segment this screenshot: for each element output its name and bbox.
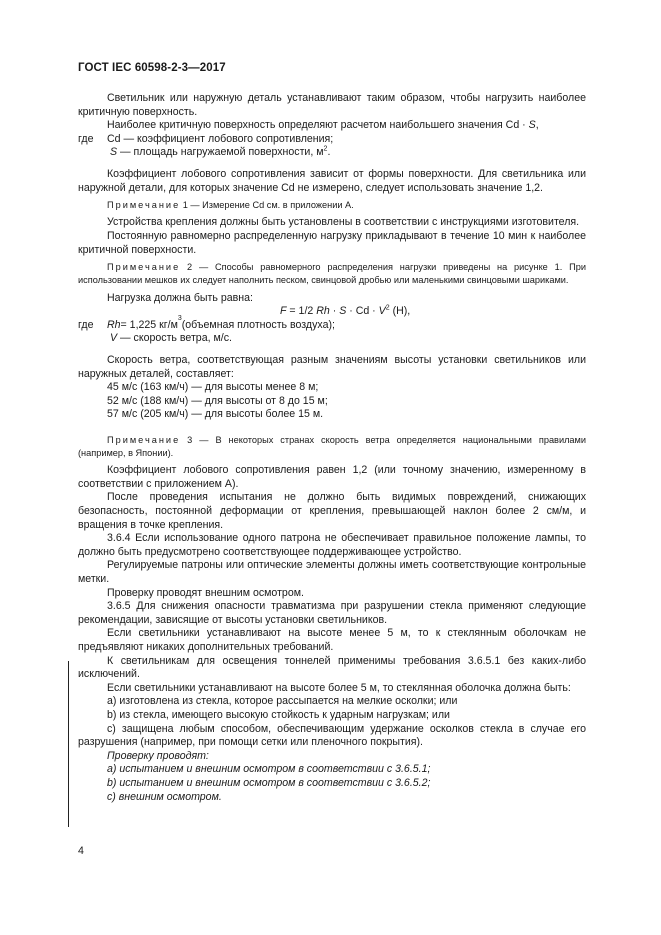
check-item: b) испытанием и внешним осмотром в соответствии с 3.6.5.2;: [107, 776, 431, 789]
list-item: 45 м/с (163 км/ч) — для высоты менее 8 м;: [107, 381, 319, 394]
paragraph: Коэффициент лобового сопротивления равен 1,2 (или точному значению, измеренному в соответствии с приложением А).: [78, 464, 586, 490]
where-clause: S — площадь нагружаемой поверхности, $м^2$.: [110, 145, 331, 159]
paragraph: Светильник или наружную деталь устанавливают таким образом, чтобы нагрузить наиболее критичную поверхность.: [78, 92, 586, 118]
document-body: [78, 92, 586, 804]
paragraph: К светильникам для освещения тоннелей применимы требования 3.6.5.1 без каких-либо исключений.: [78, 654, 586, 681]
paragraph: Наиболее критичную поверхность определяют расчетом наибольшего значения Cd · S,: [107, 119, 539, 132]
paragraph: 3.6.5 Для снижения опасности травматизма при разрушении стекла применяют следующие рекомендации, зависящие от высоты установки светильников.: [78, 600, 586, 626]
check-item: а) испытанием и внешним осмотром в соответствии с 3.6.5.1;: [107, 763, 431, 776]
list-item: 52 м/с (188 км/ч) — для высоты от 8 до 15 м;: [107, 394, 328, 407]
list-item: а) изготовлена из стекла, которое рассыпается на мелкие осколки; или: [107, 695, 458, 708]
paragraph: Скорость ветра, соответствующая разным значениям высоты установки светильников или наружных деталей, составляет:: [78, 353, 586, 380]
note: Примечание 3 — В некоторых странах скорость ветра определяется национальными правилами (например, в Японии).: [78, 434, 586, 459]
paragraph: Нагрузка должна быть равна:: [107, 291, 253, 304]
note: Примечание 2 — Способы равномерного распределения нагрузки приведены на рисунке 1. При использовании мешков их следует наполнить песком, свинцовой дробью или маленькими свинцовыми шариками.: [78, 262, 586, 286]
paragraph: Если светильники устанавливают на высоте менее 5 м, то к стеклянным оболочкам не предъявляют никаких дополнительных требований.: [78, 627, 586, 654]
paragraph: Коэффициент лобового сопротивления зависит от формы поверхности. Для светильника или наружной детали, для которых значение Cd не измерено, следует использовать значение 1,2.: [78, 167, 586, 194]
list-item: b) из стекла, имеющего высокую стойкость к ударным нагрузкам; или: [107, 708, 450, 721]
formula: F = 1/2 $Rh \cdot S \cdot Cd \cdot V^2$ (H),: [280, 304, 411, 318]
where-clause: где Cd — коэффициент лобового сопротивления;: [78, 132, 334, 145]
document-header: ГОСТ IEC 60598-2-3—2017: [78, 62, 226, 74]
paragraph: После проведения испытания не должно быть видимых повреждений, снижающих безопасность, постоянной деформации от крепления, превышающей наклон более 2 см/м, и вращения в точке крепления.: [78, 491, 586, 531]
list-item: с) защищена любым способом, обеспечивающим удержание осколков стекла в случае его разрушения (например, при помощи сетки или пленочного покрытия).: [78, 722, 586, 749]
check-title: Проверку проводят:: [107, 749, 209, 762]
paragraph: Если светильники устанавливают на высоте более 5 м, то стеклянная оболочка должна быть:: [107, 681, 571, 694]
paragraph: Проверку проводят внешним осмотром.: [107, 586, 304, 599]
where-clause: V — скорость ветра, м/с.: [110, 332, 232, 345]
paragraph: Устройства крепления должны быть установлены в соответствии с инструкциями изготовителя.: [107, 216, 580, 229]
note: Примечание 1 — Измерение Cd см. в приложении А.: [107, 200, 354, 211]
change-bar: [68, 661, 69, 827]
list-item: 57 м/с (205 км/ч) — для высоты более 15 м.: [107, 408, 324, 421]
paragraph: 3.6.4 Если использование одного патрона не обеспечивает правильное положение лампы, то должно быть предусмотрено соответствующее поддерживающее устройство.: [78, 532, 586, 558]
paragraph: Постоянную равномерно распределенную нагрузку прикладывают в течение 10 мин к наиболее критичной поверхности.: [78, 229, 586, 256]
paragraph: Регулируемые патроны или оптические элементы должны иметь соответствующие контрольные метки.: [78, 559, 586, 586]
page-number: 4: [78, 845, 84, 857]
check-item: с) внешним осмотром.: [107, 790, 222, 803]
where-clause: где Rh = 1,225 кг/м 3 (объемная плотность воздуха);: [78, 314, 335, 331]
